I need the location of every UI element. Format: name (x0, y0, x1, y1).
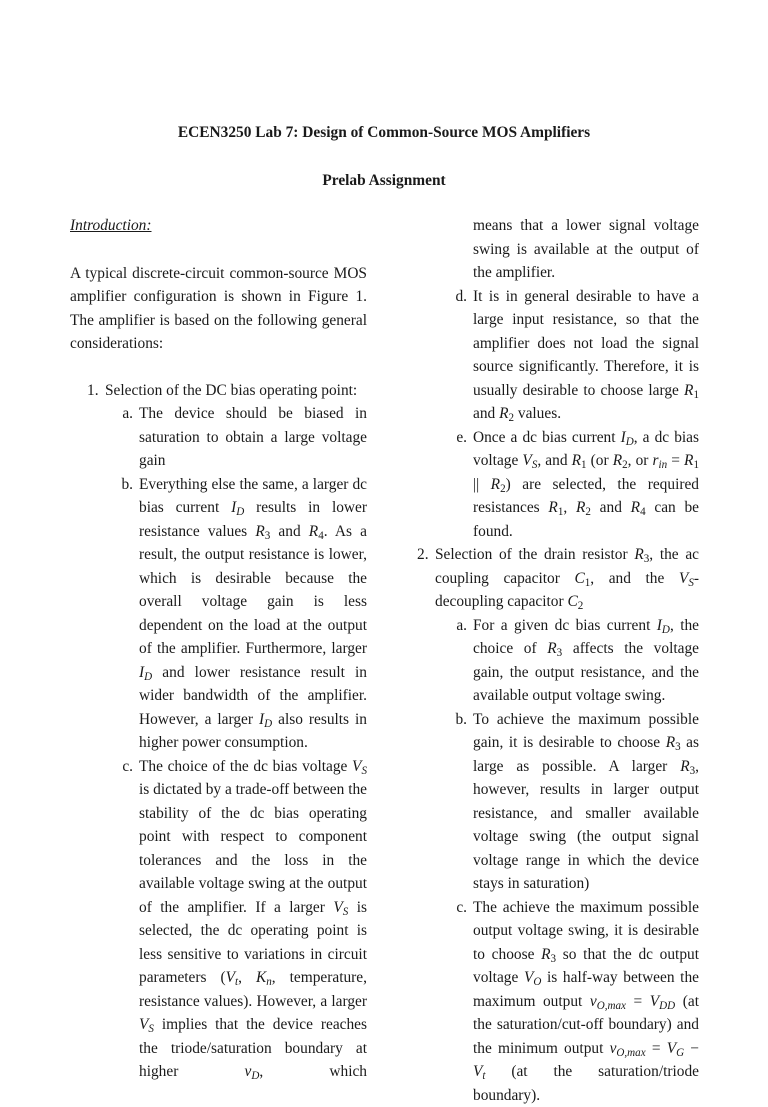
list-marker: 2. (417, 543, 435, 614)
introduction-heading: Introduction: (70, 214, 367, 238)
list-marker: a. (111, 402, 139, 473)
list-item-1a (111, 402, 367, 473)
list-item-text: The choice of the dc bias voltage $V_S$ is dictated by a trade-off between the stability of the dc bias operating point with respect to component tolerances and the loss in the available voltage swing at the output of the amplifier. If a larger $V_S$ is selected, the dc operating point is less sensitive to variations in circuit parameters ($V_t$, $K_n$, temperature, resistance values). However, a larger $V_S$ implies that the device reaches the triode/saturation boundary at higher $v_D$, which (139, 755, 367, 1084)
list-item-1 (87, 379, 367, 403)
left-column (70, 214, 367, 1084)
list-item-1c (111, 755, 367, 1084)
list-item-text: Once a dc bias current $I_D$, a dc bias voltage $V_S$, and $R_1$ (or $R_2$, or $r_{in} = R_1$ || $R_2$) are selected, the required resistances $R_1$, $R_2$ and $R_4$ can be found. (473, 426, 699, 544)
list-item-2a (445, 614, 699, 708)
list-item-1b (111, 473, 367, 755)
list-marker: b. (111, 473, 139, 755)
section-1-label: Selection of the DC bias operating point: (105, 379, 367, 403)
list-item-2b (445, 708, 699, 896)
list-marker: a. (445, 614, 473, 708)
document-title: ECEN3250 Lab 7: Design of Common-Source MOS Amplifiers (0, 121, 768, 145)
section-2-label: Selection of the drain resistor $R_3$, the ac coupling capacitor $C_1$, and the $V_S$-decoupling capacitor $C_2$ (435, 543, 699, 614)
list-item-1e (445, 426, 699, 544)
list-item-2 (417, 543, 699, 614)
list-marker: c. (111, 755, 139, 1084)
list-marker: d. (445, 285, 473, 426)
list-item-text: The achieve the maximum possible output voltage swing, it is desirable to choose $R_3$ so that the dc output voltage $V_O$ is half-way between the maximum output $v_{O,max} = V_{DD}$ (at the saturation/cut-off boundary) and the minimum output $v_{O,max} = V_G - V_t$ (at the saturation/triode boundary). (473, 896, 699, 1107)
list-item-1d (445, 285, 699, 426)
list-item-text: To achieve the maximum possible gain, it is desirable to choose $R_3$ as large as possible. A larger $R_3$, however, results in larger output resistance, and smaller available voltage swing (the output signal voltage range in which the device stays in saturation) (473, 708, 699, 896)
list-marker: 1. (87, 379, 105, 403)
list-item-text: For a given dc bias current $I_D$, the choice of $R_3$ affects the voltage gain, the output resistance, and the available output voltage swing. (473, 614, 699, 708)
right-column (404, 214, 699, 1107)
list-item-text: The device should be biased in saturation to obtain a large voltage gain (139, 402, 367, 473)
document-subtitle: Prelab Assignment (0, 169, 768, 193)
list-item-1c-continued: means that a lower signal voltage swing is available at the output of the amplifier. (473, 214, 699, 285)
list-marker: c. (445, 896, 473, 1107)
list-marker: b. (445, 708, 473, 896)
list-item-text: It is in general desirable to have a large input resistance, so that the amplifier does not load the signal source significantly. Therefore, it is usually desirable to choose large $R_1$ and $R_2$ values. (473, 285, 699, 426)
list-marker: e. (445, 426, 473, 544)
list-item-text: Everything else the same, a larger dc bias current $I_D$ results in lower resistance values $R_3$ and $R_4$. As a result, the output resistance is lower, which is desirable because the overall voltage gain is less dependent on the load at the output of the amplifier. Furthermore, larger $I_D$ and lower resistance result in wider bandwidth of the amplifier. However, a larger $I_D$ also results in higher power consumption. (139, 473, 367, 755)
introduction-paragraph: A typical discrete-circuit common-source MOS amplifier configuration is shown in Figure 1. The amplifier is based on the following general considerations: (70, 262, 367, 356)
list-item-2c (445, 896, 699, 1107)
